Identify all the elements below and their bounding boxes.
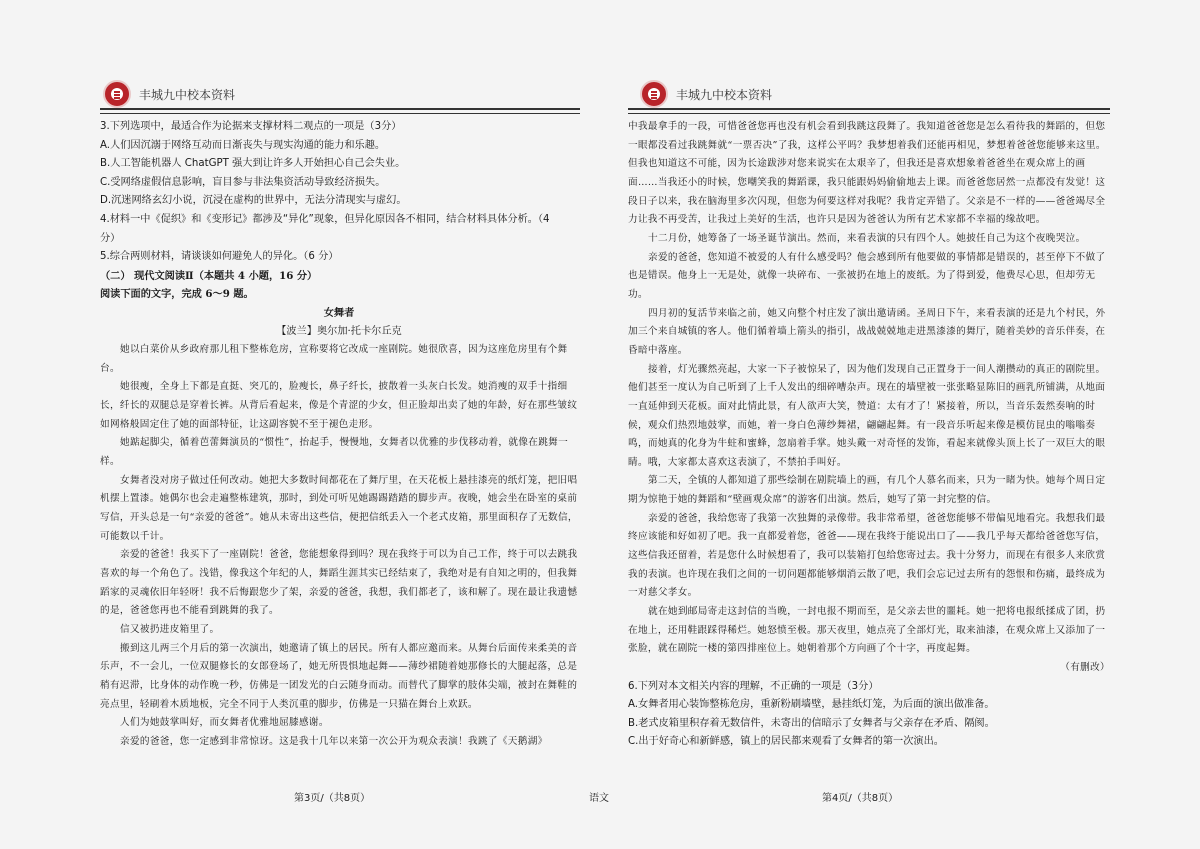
subject-label: 语文 [589, 793, 609, 804]
question-6: 6.下列对本文相关内容的理解，不正确的一项是（3分） [628, 680, 879, 692]
paragraph: 亲爱的爸爸，我给您寄了我第一次独舞的录像带。我非常希望，爸爸您能够不带偏见地看完。我想我们最终应该能和好如初了吧。我一直都爱着您，爸爸——现在我终于能说出口了——我几乎每天都给爸爸您写信，这些信我还留着，若是您什么时候想看了，我可以装箱打包给您寄过去。我十分努力，而现在有很多人来欣赏我的表演。也许现在我们之间的一切问题都能够烟消云散了吧，我们会忘记过去所有的怨恨和伤痛，最终成为一对慈父孝女。 [628, 512, 1106, 599]
paragraph: 十二月份，她筹备了一场圣诞节演出。然而，来看表演的只有四个人。她披任自己为这个夜晚哭泣。 [648, 232, 1086, 244]
option-3d: D.沉迷网络玄幻小说，沉浸在虚构的世界中，无法分清现实与虚幻。 [100, 195, 407, 207]
page-number-right: 第4页/（共8页） [822, 793, 899, 804]
section-heading: （二） 现代文阅读Ⅱ（本题共 4 小题，16 分） [100, 269, 318, 282]
option-6b: B.老式皮箱里积存着无数信件，未寄出的信暗示了女舞者与父亲存在矛盾、隔阂。 [628, 717, 995, 729]
paragraph: 接着，灯光骤然亮起，大家一下子被惊呆了，因为他们发现自己正置身于一间人潮攒动的真正的剧院里。他们甚至一度认为自己听到了上千人发出的细碎嘈杂声。现在的墙壁被一张张略显陈旧的画乳所铺满，从地面一直延伸到天花板。面对此情此景，有人欲声大笑，赞道：太有才了！紧接着，所以，当音乐轰然奏响的时候，观众们热烈地鼓掌，而她，着一身白色薄纱舞裙，翩翩起舞。有一段音乐听起来像是模仿昆虫的嗡嗡奏鸣，而她真的化身为牛蛀和蜜蜂，忽扇着手掌。她头戴一对奇怪的发饰，看起来就像头顶上长了一双巨大的眼睛。哦，大家都太喜欢这表演了，不禁拍手叫好。 [628, 363, 1106, 468]
paragraph: 女舞者没对房子做过任何改动。她把大多数时间都花在了舞厅里，在天花板上悬挂漆亮的纸灯笼，把旧唱机摆上置漆。她偶尔也会走遍整栋建筑，那时，到处可听见她踢踢踏踏的脚步声。夜晚，她会坐在卧室的桌前写信，开头总是一句“亲爱的爸爸”。她从未寄出这些信，便把信纸丢入一个老式皮箱，那里面积存了无数信，可能数以千计。 [100, 474, 578, 542]
paragraph: 信又被扔进皮箱里了。 [120, 623, 220, 635]
paragraph: 亲爱的爸爸，您知道不被爱的人有什么感受吗？他会感到所有他要做的事情都是错误的，甚至停下不做了也是错误。他身上一无是处，就像一块碎布、一张被扔在地上的废纸。为了得到爱，他费尽心思，但却劳无功。 [628, 251, 1106, 300]
paragraph: 她踮起脚尖，循着芭蕾舞演员的“惯性”，抬起手，慢慢地，女舞者以优雅的步伐移动着，就像在跳舞一样。 [100, 437, 569, 468]
page-header [640, 80, 772, 108]
page-number-left: 第3页/（共8页） [294, 793, 371, 804]
option-3a: A.人们因沉溺于网络互动而日渐丧失与现实沟通的能力和乐趣。 [100, 139, 386, 151]
edit-note: （有删改） [1060, 662, 1110, 674]
story-body-left [100, 341, 578, 751]
story-body-right [628, 118, 1110, 678]
header-rule [100, 108, 580, 114]
left-content [100, 118, 578, 752]
paragraph: 亲爱的爸爸！我买下了一座剧院！爸爸，您能想象得到吗？现在我终于可以为自己工作，终于可以去跳我喜欢的每一个角色了。浅错，像我这个年纪的人，舞蹈生涯其实已经结束了，我绝对是有自知之明的，但我舞蹈家的灵魂依旧年轻呀！我不后悔跟您少了架，亲爱的爸爸，我想，我们都老了，该和解了。现在最让我遗憾的是，爸爸您再也不能看到跳舞的我了。 [100, 549, 578, 617]
question-5: 5.综合两则材料，请谈谈如何避免人的异化。（6 分） [100, 251, 339, 263]
paragraph: 搬到这儿两三个月后的第一次演出，她邀请了镇上的居民。所有人都应邀而来。从舞台后面传来柔美的音乐声，不一会儿，一位双腿修长的女郎登场了，她无所畏惧地起舞——薄纱裙随着她那修长的大腿起落，总是稍有迟滞，比身体的动作晚一秒，仿佛是一团发光的白云随身而动。而替代了脚掌的肢体尖端，被封在舞鞋的亮点里，轻刷着木质地板，完全不同于人类沉重的脚步，仿佛是一只猫在舞台上欢跃。 [100, 642, 578, 710]
story-author: 【波兰】奥尔加·托卡尔丘克 [276, 325, 402, 337]
header-rule [628, 108, 1110, 114]
paragraph: 她很瘦，全身上下都是直挺、突兀的，脸瘦长，鼻子纤长，披散着一头灰白长发。她消瘦的双手十指细长，纤长的双腿总是穿着长裤。从背后看起来，像是个青涩的少女，但正脸却出卖了她的年龄，好在那些皱纹如网格般固定住了她的面部特征，让这副容貌不至于褪色走形。 [100, 381, 578, 430]
option-6c: C.出于好奇心和新鲜感，镇上的居民都来观看了女舞者的第一次演出。 [628, 736, 944, 748]
paragraph: 她以白菜价从乡政府那儿租下整栋危房，宣称要将它改成一座剧院。她很欣喜，因为这座危房里有个舞台。 [100, 344, 568, 374]
paragraph: 四月初的复活节来临之前，她又向整个村庄发了演出邀请函。圣周日下午，来看表演的还是九个村民，外加三个来自城镇的客人。他们循着墙上箭头的指引，战战兢兢地走进黑漆漆的舞厅，随着美妙的音乐伴奏，在昏暗中落座。 [628, 307, 1106, 356]
option-3c: C.受网络虚假信息影响，盲目参与非法集资活动导致经济损失。 [100, 176, 386, 188]
right-page [600, 0, 1200, 849]
paragraph: 第二天，全镇的人都知道了那些绘制在剧院墙上的画，有几个人慕名而来，只为一睹为快。她每个周日定期为惊艳于她的舞蹈和“壁画观众席”的游客们出演。然后，她写了第一封完整的信。 [628, 475, 1106, 506]
school-name: 丰城九中校本资料 [676, 87, 773, 102]
paragraph: 中我最拿手的一段，可惜爸爸您再也没有机会看到我跳这段舞了。我知道爸爸您是怎么看待我的舞蹈的，但您一眼都没看过我跳舞就“一票否决”了我，这样公平吗？我梦想着我们还能再相见，梦想着爸爸您能够来这里。但我也知道这不可能，因为长途跋涉对您来说实在太艰辛了，但我还是喜欢想象着爸爸坐在观众席上的画面……当我还小的时候，您嘲笑我的舞蹈课，我只能跟妈妈偷偷地去上课。而爸爸您居然一点都没有发觉！这段日子以来，我在脑海里多次闪现，但您为何要这样对我呢？我肯定弄错了。父亲是不一样的——爸爸竭尽全力让我不再受苦，让我过上美好的生活，也许只是因为爸爸认为所有艺术家都不幸福的缘故吧。 [628, 121, 1106, 226]
right-content [628, 118, 1110, 752]
option-6a: A.女舞者用心装饰整栋危房，重新粉刷墙壁，悬挂纸灯笼，为后面的演出做准备。 [628, 699, 995, 711]
question-4: 4.材料一中《促织》和《变形记》都涉及“异化”现象，但异化原因各不相同，结合材料具体分析。（4 [100, 213, 550, 225]
school-name: 丰城九中校本资料 [139, 87, 236, 102]
school-logo-icon [103, 80, 131, 108]
paragraph: 就在她到邮局寄走这封信的当晚，一封电报不期而至，是父亲去世的噩耗。她一把将电报纸揉成了团，扔在地上，还用鞋跟踩得稀烂。她怒愤至极。那天夜里，她点亮了全部灯光，取来油漆，在观众席上又添加了一张脸，就在剧院一楼的第四排座位上。她朝着那个方向画了个十字，再度起舞。 [628, 606, 1106, 655]
page-header [103, 80, 235, 108]
school-logo-icon [640, 80, 668, 108]
paragraph: 人们为她鼓掌叫好，而女舞者优雅地屈膝感谢。 [120, 717, 329, 729]
paragraph: 亲爱的爸爸，您一定感到非常惊讶。这是我十几年以来第一次公开为观众表演！我跳了《天鹅湖》 [120, 735, 548, 747]
story-title: 女舞者 [323, 306, 355, 319]
question-4-cont: 分） [100, 232, 121, 244]
question-3: 3.下列选项中，最适合作为论据来支撑材料二观点的一项是（3分） [100, 121, 402, 132]
option-3b: B.人工智能机器人 ChatGPT 强大到让许多人开始担心自己会失业。 [100, 158, 406, 170]
reading-instruction: 阅读下面的文字，完成 6～9 题。 [100, 288, 254, 301]
